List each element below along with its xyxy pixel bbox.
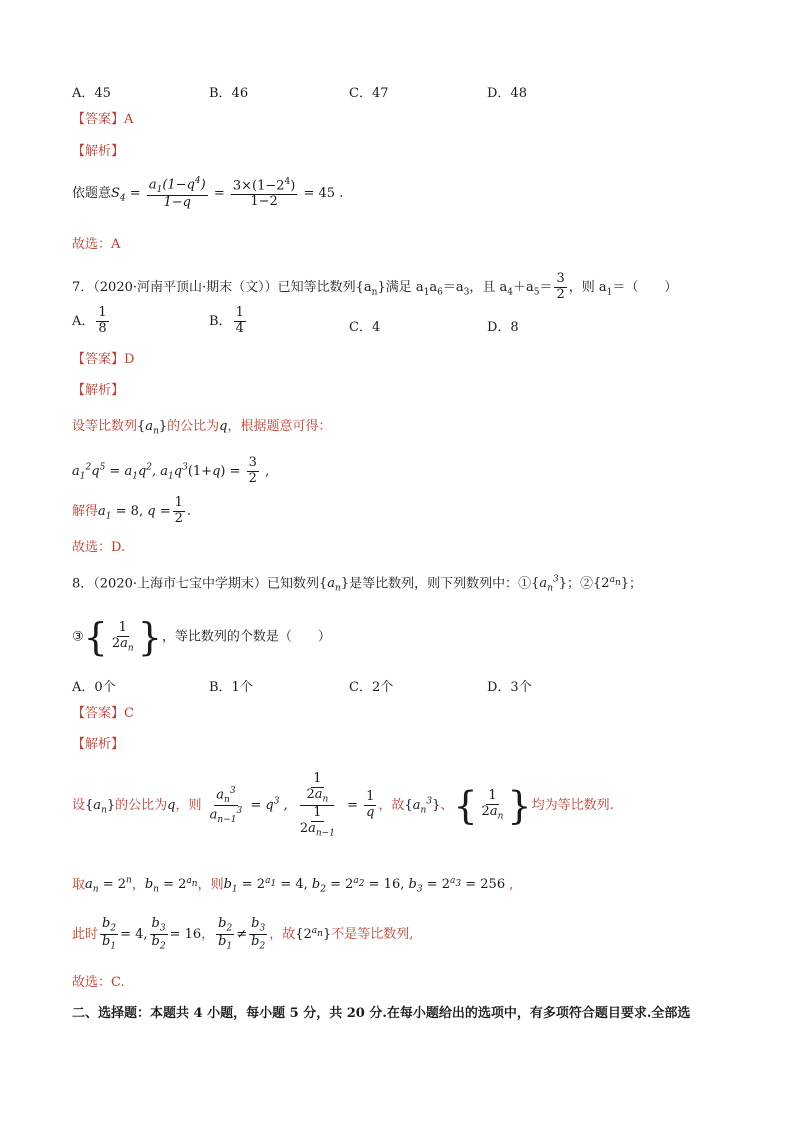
stem-text: ＝	[539, 279, 553, 295]
answer-label: 【答案】	[72, 706, 125, 721]
solution-text: 的公比为	[115, 797, 168, 813]
fraction: $\frac{b_3}{b_2}$	[151, 916, 166, 952]
q8-stem-line1: 8．（2020·上海市七宝中学期末）已知数列$\{a_n\}$是等比数列，则下列数列中：$①\{a_n^3\}$；$②\{2^{a_n}\}$；	[72, 575, 643, 594]
stem-text: 8．（2020·上海市七宝中学期末）已知数列	[72, 576, 319, 592]
answer-value: A	[124, 112, 134, 127]
q8-option-b: B．1个	[209, 680, 253, 695]
answer-value: C	[124, 706, 134, 721]
answer-label: 【答案】	[72, 112, 125, 127]
q6-option-c: C．47	[349, 86, 389, 101]
fraction: $\frac{1}{2a_n}$	[111, 619, 134, 654]
stem-text: ＝a	[442, 279, 464, 295]
answer-value: D	[124, 352, 135, 367]
stem-text: ③	[72, 629, 84, 645]
solution-text: 不是等比数列,	[331, 926, 414, 942]
q6-solution-formula: 依题意$S_4$ = $\frac{a_1(1-q^4)}{1-q}$ = $\frac{3\times(1-2^4)}{1-2}$ = 45 .	[72, 176, 344, 211]
stem-text: ＝（ ）	[612, 279, 678, 295]
fraction: $\frac{b_2}{b_1}$	[218, 916, 233, 952]
q6-answer	[72, 113, 133, 126]
solution-text: 的公比为	[167, 419, 220, 434]
solution-text: 设等比数列	[72, 419, 138, 434]
section-2-heading: 二、选择题：本题共 4 小题，每小题 5 分，共 20 分.在每小题给出的选项中，有多项符合题目要求.全部选	[72, 1006, 691, 1021]
result: = 45 .	[303, 186, 344, 202]
q7-option-b	[209, 306, 248, 337]
q6-option-b: B．46	[209, 86, 249, 101]
q7-solution-line3: 解得$a_1 = 8$, q = $\frac{1}{2}$ .	[72, 495, 192, 526]
q8-stem-line2: ③{ $\frac{1}{2a_n}$ }，等比数列的个数是（ ）	[72, 615, 331, 659]
fraction: $\frac{1}{2a_n}$	[481, 787, 504, 822]
fraction: $\frac{a_1(1-q^4)}{1-q}$	[148, 176, 206, 211]
stem-text: 7．（2020·河南平顶山·期末（文））已知等比数列{a	[72, 279, 372, 295]
q6-option-d: D．48	[487, 86, 527, 101]
stem-text: ，等比数列的个数是（ ）	[161, 629, 331, 645]
fraction: $\frac{3}{2}$	[556, 271, 565, 302]
solution-text: 均为等比数列.	[531, 797, 614, 813]
stem-text: ，且 a	[469, 279, 508, 295]
q8-option-d: D．3个	[487, 680, 532, 695]
q8-solution-line3: 此时 $\frac{b_2}{b_1}$ = 4, $\frac{b_3}{b_2}$ = 16， $\frac{b_2}{b_1}$ ≠ $\frac{b_3}{b_2}$ ，故$\{2^{a_n}\}$不是等比数列,	[72, 916, 414, 952]
stem-text: ，则 a	[568, 279, 607, 295]
q7-stem: 7．（2020·河南平顶山·期末（文））已知等比数列$\{a_n\}$满足 $a_1a_6=a_3$，且 $a_4+a_5=$ $\frac{3}{2}$ ，则 $a_1=$（ ）	[72, 271, 678, 302]
q6-analysis-label: 【解析】	[72, 144, 125, 159]
solution-text: ，根据题意可得：	[227, 419, 332, 434]
solution-text: 设	[72, 797, 86, 813]
q6-conclusion: 故选：A	[72, 237, 121, 252]
answer-label: 【答案】	[72, 352, 125, 367]
fraction: $\frac{1}{2}$	[174, 495, 183, 526]
q7-option-a	[72, 306, 111, 337]
fraction: $\frac{b_3}{b_2}$	[251, 916, 266, 952]
q8-solution-line2: 取$a_n = 2^n$，$b_n = 2^{a_n}$，则$b_1 = 2^{a_1} = 4$, $b_2 = 2^{a_2} = 16$, $b_3 = 2^{a_3} = 256$ ,	[72, 876, 514, 895]
solution-text: ，故	[378, 797, 405, 813]
stem-text: 是等比数列，则下列数列中：①	[349, 576, 532, 592]
fraction: $\frac{1}{4}$	[235, 305, 244, 336]
fraction: $\frac{1}{8}$	[98, 305, 107, 336]
q7-conclusion: 故选：D.	[72, 540, 126, 555]
option-label: B．	[209, 313, 232, 329]
q7-analysis-label: 【解析】	[72, 383, 125, 398]
q8-option-a: A．0个	[72, 680, 116, 695]
solution-text: ，故	[269, 926, 296, 942]
fraction: $\frac{3}{2}$	[248, 455, 257, 486]
q6-option-a: A．45	[72, 86, 111, 101]
q8-answer	[72, 707, 134, 720]
solution-text: ，	[131, 877, 145, 893]
q8-conclusion: 故选：C.	[72, 975, 125, 990]
solution-prefix: 依题意	[72, 186, 112, 202]
q8-solution-line1: 设$\{a_n\}$的公比为q，则 $\frac{a_n^3}{a_{n-1}^3}$ = $q^3$ , $\frac{\frac{1}{2a_n}}{\frac{1}{2a_{n-1}}}$ = $\frac{1}{q}$ ，故$\{a_n^3\}$、{ $\frac{1}{2a_n}$ }均为等比数列.	[72, 771, 614, 839]
stem-text: ；	[629, 576, 643, 592]
fraction: $\frac{\frac{1}{2a_n}}{\frac{1}{2a_{n-1}}}$	[299, 771, 335, 839]
solution-text: ，则	[175, 797, 202, 813]
q7-option-c: C．4	[349, 320, 381, 335]
solution-text: 此时	[72, 926, 99, 942]
q8-analysis-label: 【解析】	[72, 737, 125, 752]
solution-text: 解得	[72, 503, 99, 519]
solution-text: ，则	[197, 877, 224, 893]
stem-text: ；②	[567, 576, 594, 592]
fraction: $\frac{a_n^3}{a_{n-1}^3}$	[209, 785, 243, 825]
solution-text: 、	[440, 797, 454, 813]
fraction: $\frac{1}{q}$	[366, 788, 375, 820]
stem-text: }满足 a	[377, 279, 424, 295]
q8-option-c: C．2个	[349, 680, 394, 695]
q7-solution-line2: $a_1^2q^5 = a_1q^2$, $a_1q^3(1+q)$ = $\frac{3}{2}$ ,	[72, 455, 270, 486]
fraction: $\frac{b_2}{b_1}$	[102, 916, 117, 952]
q7-answer	[72, 353, 134, 366]
solution-text: ，	[201, 926, 215, 942]
stem-text: ＋a	[512, 279, 534, 295]
option-label: A．	[72, 313, 95, 329]
q7-solution-line1: 设等比数列$\{a_n\}$的公比为q，根据题意可得：	[72, 419, 332, 437]
solution-text: 取	[72, 877, 86, 893]
q7-option-d: D．8	[487, 320, 519, 335]
fraction: $\frac{3\times(1-2^4)}{1-2}$	[232, 177, 296, 210]
